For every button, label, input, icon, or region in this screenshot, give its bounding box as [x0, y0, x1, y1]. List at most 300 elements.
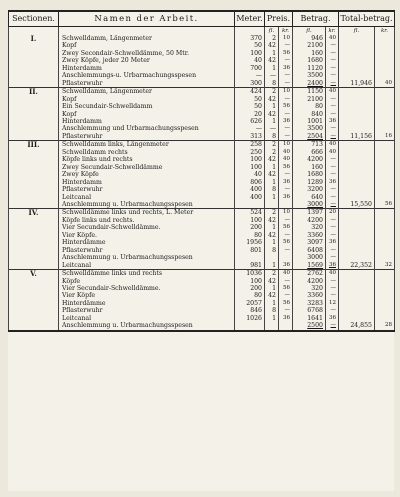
- betrag-kr: 40: [326, 88, 339, 96]
- section-number: [9, 285, 59, 292]
- meter-value: 300: [235, 80, 265, 88]
- total-kr: 32: [375, 262, 395, 270]
- total-fl: 11,156: [339, 133, 375, 141]
- betrag-kr: —: [326, 194, 339, 201]
- work-name: Hinterdamm: [59, 179, 235, 186]
- betrag-fl: 1150: [293, 88, 326, 96]
- total-fl: [339, 194, 375, 201]
- preis-fl: 1: [265, 118, 279, 125]
- preis-fl: 1: [265, 194, 279, 201]
- preis-kr: 36: [279, 315, 293, 322]
- preis-fl: 42: [265, 292, 279, 299]
- work-name: Schwelldämme links und rechts: [59, 270, 235, 278]
- total-fl: [339, 247, 375, 254]
- work-name: Vier Köpfe.: [59, 232, 235, 239]
- total-fl: [339, 232, 375, 239]
- betrag-fl: 840: [293, 111, 326, 118]
- meter-value: 1026: [235, 315, 265, 322]
- preis-kr: —: [279, 42, 293, 49]
- betrag-fl: 946: [293, 35, 326, 42]
- preis-kr: 36: [279, 179, 293, 186]
- total-kr: [375, 149, 395, 156]
- total-kr: [375, 35, 395, 42]
- betrag-fl: 3000: [293, 254, 326, 261]
- meter-value: 806: [235, 179, 265, 186]
- preis-kr: 56: [279, 50, 293, 57]
- preis-kr: —: [279, 232, 293, 239]
- section-number: [9, 42, 59, 49]
- section-number: [9, 194, 59, 201]
- preis-kr: —: [279, 278, 293, 285]
- preis-fl: 1: [265, 164, 279, 171]
- total-kr: [375, 156, 395, 163]
- section-number: III.: [9, 141, 59, 149]
- work-name: Köpfe links und rechts: [59, 156, 235, 163]
- meter-value: —: [235, 125, 265, 132]
- work-name: Köpfe: [59, 278, 235, 285]
- table-row: [9, 217, 395, 224]
- meter-value: 258: [235, 141, 265, 149]
- preis-fl: 42: [265, 232, 279, 239]
- betrag-kr: —: [326, 292, 339, 299]
- total-fl: [339, 300, 375, 307]
- work-name: Zwey Secundair-Schwelldämme: [59, 164, 235, 171]
- total-fl: [339, 164, 375, 171]
- total-fl: [339, 285, 375, 292]
- betrag-kr: —: [326, 278, 339, 285]
- total-kr: [375, 179, 395, 186]
- betrag-kr: —: [326, 125, 339, 132]
- betrag-kr: —: [326, 254, 339, 261]
- total-fl: [339, 239, 375, 246]
- work-name: Schwelldämme links und rechts, L. Meter: [59, 209, 235, 217]
- meter-value: 40: [235, 57, 265, 64]
- total-fl: [339, 171, 375, 178]
- section-number: II.: [9, 88, 59, 96]
- total-kr: [375, 224, 395, 231]
- total-kr: [375, 118, 395, 125]
- betrag-fl: 2100: [293, 96, 326, 103]
- meter-value: 50: [235, 103, 265, 110]
- betrag-fl: 2762: [293, 270, 326, 278]
- meter-value: 250: [235, 149, 265, 156]
- betrag-kr: 40: [326, 141, 339, 149]
- preis-kr: 56: [279, 164, 293, 171]
- table-row: [9, 270, 395, 278]
- preis-kr: 56: [279, 285, 293, 292]
- preis-fl: 1: [265, 315, 279, 322]
- section-number: [9, 133, 59, 141]
- table-row: [9, 42, 395, 49]
- total-kr: [375, 103, 395, 110]
- header-row: [9, 11, 395, 27]
- total-fl: [339, 315, 375, 322]
- section-number: [9, 118, 59, 125]
- betrag-fl: 2500: [293, 322, 326, 330]
- preis-kr: —: [279, 217, 293, 224]
- work-name: Anschlemmung u. Urbarmachungsspesen: [59, 201, 235, 209]
- total-kr: [375, 96, 395, 103]
- preis-fl: 1: [265, 300, 279, 307]
- total-fl: 22,352: [339, 262, 375, 270]
- table-row: [9, 262, 395, 270]
- total-fl: [339, 72, 375, 79]
- work-name: Anschlemmungs-u. Urbarmachungsspesen: [59, 72, 235, 79]
- betrag-kr: —: [326, 217, 339, 224]
- work-name: Schwelldamm, Längenmeter: [59, 88, 235, 96]
- betrag-kr: —: [326, 247, 339, 254]
- table-row: [9, 88, 395, 96]
- total-kr: [375, 278, 395, 285]
- total-fl: [339, 50, 375, 57]
- meter-value: 1036: [235, 270, 265, 278]
- preis-fl: 2: [265, 35, 279, 42]
- betrag-kr: —: [326, 186, 339, 193]
- total-kr: [375, 125, 395, 132]
- total-kr: 40: [375, 80, 395, 88]
- total-kr: [375, 285, 395, 292]
- work-name: Leitcanal: [59, 194, 235, 201]
- work-name: Zwey Köpfe: [59, 171, 235, 178]
- table-row: [9, 247, 395, 254]
- preis-fl: 42: [265, 278, 279, 285]
- document-page: [8, 10, 394, 491]
- work-name: Leitcanal: [59, 315, 235, 322]
- work-name: Ein Secundair-Schwelldamm: [59, 103, 235, 110]
- betrag-kr: —: [326, 57, 339, 64]
- section-number: [9, 125, 59, 132]
- meter-value: 400: [235, 194, 265, 201]
- betrag-kr: 36: [326, 262, 339, 270]
- preis-fl: 1: [265, 179, 279, 186]
- meter-value: 1956: [235, 239, 265, 246]
- meter-value: 200: [235, 224, 265, 231]
- table-row: [9, 300, 395, 307]
- betrag-fl: 1641: [293, 315, 326, 322]
- preis-kr: 36: [279, 194, 293, 201]
- table-row: [9, 171, 395, 178]
- table-row: [9, 232, 395, 239]
- betrag-fl: 6768: [293, 307, 326, 314]
- total-kr: [375, 270, 395, 278]
- total-kr: [375, 194, 395, 201]
- total-kr: [375, 57, 395, 64]
- betrag-fl: 1680: [293, 57, 326, 64]
- betrag-kr: —: [326, 156, 339, 163]
- section-number: [9, 232, 59, 239]
- work-name: Hinterdämme: [59, 239, 235, 246]
- meter-value: 100: [235, 217, 265, 224]
- work-name: Pflasterwuhr: [59, 307, 235, 314]
- preis-fl: 8: [265, 307, 279, 314]
- work-name: Pflasterwuhr: [59, 247, 235, 254]
- unit-fl: fl.: [339, 27, 375, 36]
- preis-kr: —: [279, 125, 293, 132]
- total-fl: [339, 57, 375, 64]
- total-kr: [375, 65, 395, 72]
- table-row: [9, 292, 395, 299]
- betrag-fl: 713: [293, 141, 326, 149]
- meter-value: 40: [235, 171, 265, 178]
- betrag-kr: —: [326, 201, 339, 209]
- preis-fl: 42: [265, 111, 279, 118]
- betrag-fl: 3000: [293, 201, 326, 209]
- work-name: Kopf: [59, 111, 235, 118]
- betrag-kr: 40: [326, 149, 339, 156]
- preis-fl: 1: [265, 103, 279, 110]
- work-name: Pflasterwuhr: [59, 80, 235, 88]
- header-total: Total-betrag.: [339, 11, 395, 27]
- total-fl: [339, 179, 375, 186]
- unit-fl: fl.: [293, 27, 326, 36]
- table-row: [9, 96, 395, 103]
- preis-fl: 1: [265, 50, 279, 57]
- preis-fl: 2: [265, 88, 279, 96]
- total-kr: [375, 72, 395, 79]
- total-fl: [339, 254, 375, 261]
- section-number: [9, 201, 59, 209]
- betrag-kr: —: [326, 50, 339, 57]
- betrag-kr: —: [326, 322, 339, 330]
- total-fl: [339, 65, 375, 72]
- table-row: [9, 65, 395, 72]
- work-name: Kopf: [59, 42, 235, 49]
- meter-value: —: [235, 72, 265, 79]
- betrag-kr: —: [326, 65, 339, 72]
- total-kr: [375, 88, 395, 96]
- meter-value: 100: [235, 156, 265, 163]
- meter-value: 20: [235, 111, 265, 118]
- table-row: [9, 315, 395, 322]
- section-number: [9, 224, 59, 231]
- header-meter: Meter.: [235, 11, 265, 27]
- preis-kr: 10: [279, 141, 293, 149]
- total-kr: [375, 307, 395, 314]
- betrag-kr: —: [326, 72, 339, 79]
- preis-fl: 8: [265, 133, 279, 141]
- betrag-fl: 3097: [293, 239, 326, 246]
- cost-table: [8, 10, 395, 332]
- betrag-kr: 20: [326, 209, 339, 217]
- betrag-kr: —: [326, 307, 339, 314]
- section-number: [9, 186, 59, 193]
- meter-value: 801: [235, 247, 265, 254]
- section-number: [9, 300, 59, 307]
- work-name: Zwey Secondair-Schwelldämme, 50 Mtr.: [59, 50, 235, 57]
- meter-value: 200: [235, 285, 265, 292]
- betrag-kr: —: [326, 232, 339, 239]
- total-kr: [375, 171, 395, 178]
- meter-value: 2057: [235, 300, 265, 307]
- total-kr: [375, 209, 395, 217]
- betrag-fl: 3500: [293, 72, 326, 79]
- total-fl: [339, 217, 375, 224]
- meter-value: 313: [235, 133, 265, 141]
- betrag-fl: 160: [293, 164, 326, 171]
- meter-value: 424: [235, 88, 265, 96]
- table-row: [9, 35, 395, 42]
- section-number: [9, 50, 59, 57]
- meter-value: 846: [235, 307, 265, 314]
- total-kr: [375, 42, 395, 49]
- work-name: Schwelldamm, Längenmeter: [59, 35, 235, 42]
- meter-value: 626: [235, 118, 265, 125]
- betrag-fl: 1397: [293, 209, 326, 217]
- section-number: [9, 278, 59, 285]
- table-row: [9, 111, 395, 118]
- section-number: [9, 57, 59, 64]
- preis-kr: [279, 322, 293, 330]
- betrag-kr: 40: [326, 35, 339, 42]
- table-row: [9, 209, 395, 217]
- total-fl: [339, 35, 375, 42]
- total-fl: 24,855: [339, 322, 375, 330]
- betrag-fl: 3283: [293, 300, 326, 307]
- meter-value: 400: [235, 186, 265, 193]
- preis-kr: —: [279, 292, 293, 299]
- total-fl: [339, 111, 375, 118]
- unit-kr: kr.: [375, 27, 395, 36]
- betrag-fl: 2400: [293, 80, 326, 88]
- work-name: Schwelldamm links, Längenmeter: [59, 141, 235, 149]
- units-row: [9, 27, 395, 36]
- preis-fl: 2: [265, 270, 279, 278]
- betrag-fl: 320: [293, 285, 326, 292]
- preis-fl: 42: [265, 57, 279, 64]
- preis-fl: [265, 254, 279, 261]
- preis-kr: 40: [279, 156, 293, 163]
- table-row: [9, 254, 395, 261]
- total-kr: [375, 50, 395, 57]
- betrag-fl: 3360: [293, 292, 326, 299]
- section-number: [9, 315, 59, 322]
- preis-fl: 42: [265, 96, 279, 103]
- total-fl: [339, 209, 375, 217]
- section-number: [9, 254, 59, 261]
- preis-kr: —: [279, 96, 293, 103]
- table-row: [9, 194, 395, 201]
- section-number: I.: [9, 35, 59, 42]
- section-number: [9, 156, 59, 163]
- preis-kr: [279, 254, 293, 261]
- work-name: Hinterdamm: [59, 118, 235, 125]
- total-fl: [339, 103, 375, 110]
- meter-value: [235, 254, 265, 261]
- total-kr: [375, 141, 395, 149]
- preis-fl: 42: [265, 156, 279, 163]
- work-name: Anschlemmung u. Urbarmachungsspesen: [59, 254, 235, 261]
- preis-fl: 8: [265, 247, 279, 254]
- betrag-kr: —: [326, 80, 339, 88]
- table-row: [9, 322, 395, 330]
- preis-fl: —: [265, 72, 279, 79]
- betrag-kr: —: [326, 224, 339, 231]
- total-kr: [375, 111, 395, 118]
- betrag-kr: 12: [326, 300, 339, 307]
- section-number: [9, 179, 59, 186]
- total-kr: [375, 217, 395, 224]
- section-number: [9, 262, 59, 270]
- total-fl: 15,550: [339, 201, 375, 209]
- preis-kr: 56: [279, 103, 293, 110]
- total-fl: [339, 141, 375, 149]
- preis-fl: 1: [265, 262, 279, 270]
- total-fl: [339, 278, 375, 285]
- betrag-kr: —: [326, 111, 339, 118]
- work-name: Anschlemmung und Urbarmachungsspesen: [59, 125, 235, 132]
- total-fl: [339, 118, 375, 125]
- preis-kr: 56: [279, 300, 293, 307]
- total-kr: [375, 232, 395, 239]
- total-fl: 11,946: [339, 80, 375, 88]
- betrag-fl: 80: [293, 103, 326, 110]
- table-row: [9, 125, 395, 132]
- betrag-kr: —: [326, 42, 339, 49]
- meter-value: [235, 201, 265, 209]
- meter-value: 524: [235, 209, 265, 217]
- preis-fl: [265, 322, 279, 330]
- preis-fl: 1: [265, 285, 279, 292]
- table-row: [9, 285, 395, 292]
- section-number: V.: [9, 270, 59, 278]
- work-name: Pflasterwuhr: [59, 133, 235, 141]
- total-kr: [375, 164, 395, 171]
- preis-kr: 36: [279, 262, 293, 270]
- table-row: [9, 186, 395, 193]
- table-row: [9, 80, 395, 88]
- betrag-fl: 320: [293, 224, 326, 231]
- preis-kr: 10: [279, 88, 293, 96]
- total-kr: [375, 254, 395, 261]
- preis-fl: 8: [265, 80, 279, 88]
- betrag-fl: 1001: [293, 118, 326, 125]
- preis-fl: 42: [265, 42, 279, 49]
- preis-fl: 8: [265, 186, 279, 193]
- meter-value: 100: [235, 278, 265, 285]
- work-name: Pflasterwuhr: [59, 186, 235, 193]
- total-fl: [339, 88, 375, 96]
- betrag-kr: —: [326, 171, 339, 178]
- preis-fl: 2: [265, 149, 279, 156]
- betrag-kr: 36: [326, 118, 339, 125]
- meter-value: 370: [235, 35, 265, 42]
- work-name: Köpfe links und rechts.: [59, 217, 235, 224]
- preis-fl: [265, 201, 279, 209]
- betrag-fl: 1120: [293, 65, 326, 72]
- section-number: [9, 111, 59, 118]
- total-fl: [339, 224, 375, 231]
- work-name: Vier Köpfe: [59, 292, 235, 299]
- meter-value: 50: [235, 42, 265, 49]
- betrag-fl: 1569: [293, 262, 326, 270]
- meter-value: 981: [235, 262, 265, 270]
- header-preis: Preis.: [265, 11, 293, 27]
- work-name: Anschlemmung u. Urbarmachungsspesen: [59, 322, 235, 330]
- table-row: [9, 50, 395, 57]
- preis-kr: 40: [279, 149, 293, 156]
- preis-fl: 1: [265, 65, 279, 72]
- table-row: [9, 57, 395, 64]
- section-number: [9, 149, 59, 156]
- total-fl: [339, 270, 375, 278]
- preis-kr: 36: [279, 65, 293, 72]
- preis-fl: 42: [265, 217, 279, 224]
- work-name: Kopf: [59, 96, 235, 103]
- section-number: [9, 171, 59, 178]
- preis-kr: —: [279, 80, 293, 88]
- total-kr: 28: [375, 322, 395, 330]
- betrag-fl: 3360: [293, 232, 326, 239]
